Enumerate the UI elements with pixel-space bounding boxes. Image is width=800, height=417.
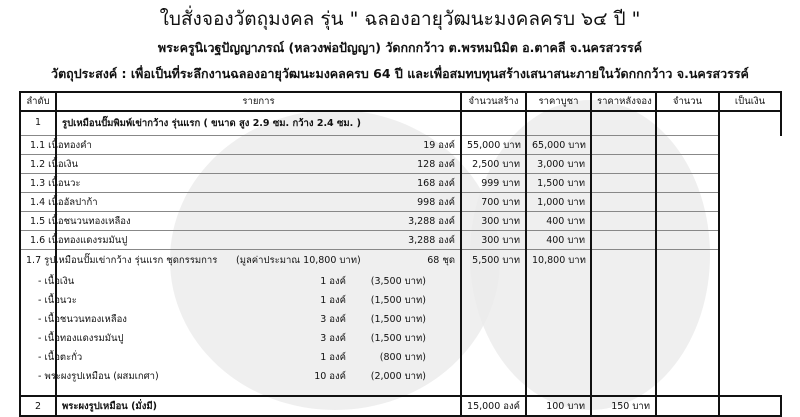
set-value: (มูลค่าประมาณ 10,800 บาท) <box>236 255 361 266</box>
set-part-value: (1,500 บาท) <box>370 314 426 325</box>
amount-cell[interactable] <box>719 396 781 416</box>
price: 300 บาท <box>461 231 526 250</box>
after-price: 400 บาท <box>526 231 591 250</box>
amount-cell[interactable] <box>656 174 719 193</box>
item-number: 1 <box>20 111 56 136</box>
qty: 3,288 องค์ <box>56 212 461 231</box>
order-qty-cell[interactable] <box>591 212 656 231</box>
order-qty-cell[interactable] <box>591 250 656 397</box>
set-part-count: 1 องค์ <box>320 276 346 287</box>
amount-cell[interactable] <box>656 212 719 231</box>
set-part-value: (800 บาท) <box>379 352 426 363</box>
item-title: รูปเหมือนปั๊มพิมพ์เข่ากว้าง รุ่นแรก ( ขนาด สูง 2.9 ซม. กว้าง 2.4 ซม. ) <box>56 111 461 136</box>
item-row <box>20 396 781 416</box>
qty: 128 องค์ <box>56 155 461 174</box>
purpose-line: วัตถุประสงค์ : เพื่อเป็นที่ระลึกงานฉลองอายุวัฒนะมงคลครบ 64 ปี และเพื่อสมทบทุนสร้างเสนาสนะภายในวัดกกกว้าว จ.นครสวรรค์ <box>51 66 749 81</box>
sub-item-name: 1.4 เนื้ออัลปาก้า <box>20 193 56 212</box>
after-price: 3,000 บาท <box>526 155 591 174</box>
order-qty-cell[interactable] <box>591 193 656 212</box>
set-part-count: 3 องค์ <box>320 333 346 344</box>
price: 100 บาท <box>526 396 591 416</box>
qty: 998 องค์ <box>56 193 461 212</box>
set-part-value: (2,000 บาท) <box>370 371 426 382</box>
price: 5,500 บาท <box>461 250 526 397</box>
qty: 15,000 องค์ <box>461 396 526 416</box>
sub-item-row <box>20 212 781 231</box>
price: 300 บาท <box>461 212 526 231</box>
col-header: รายการ <box>56 92 461 111</box>
set-part-count: 1 องค์ <box>320 295 346 306</box>
set-row <box>20 250 781 397</box>
order-table <box>19 91 782 417</box>
order-qty-cell[interactable] <box>591 136 656 155</box>
set-part-name: - เนื้อตะกั่ว <box>38 352 83 363</box>
set-part-name: - เนื้อเงิน <box>38 276 75 287</box>
set-part-name: - เนื้อทองแดงรมมันปู <box>38 333 124 344</box>
set-part-name: - พระผงรูปเหมือน (ผสมเกศา) <box>38 371 159 382</box>
qty: 19 องค์ <box>56 136 461 155</box>
amount-cell[interactable] <box>656 250 719 397</box>
sub-item-name: 1.1 เนื้อทองคำ <box>20 136 56 155</box>
price: 999 บาท <box>461 174 526 193</box>
temple-line: พระครูนิเวฐปัญญาภรณ์ (หลวงพ่อปัญญา) วัดกกกว้าว ต.พรหมนิมิต อ.ตาคลี จ.นครสวรรค์ <box>157 40 643 55</box>
col-header: จำนวนสร้าง <box>461 92 526 111</box>
sub-item-row <box>20 136 781 155</box>
col-header: เป็นเงิน <box>719 92 781 111</box>
sub-item-name: 1.6 เนื้อทองแดงรมมันปู <box>20 231 56 250</box>
sub-item-name: 1.2 เนื้อเงิน <box>20 155 56 174</box>
amount-cell[interactable] <box>656 136 719 155</box>
col-header: ลำดับ <box>20 92 56 111</box>
sub-item-row <box>20 155 781 174</box>
sub-item-name: 1.3 เนื้อนวะ <box>20 174 56 193</box>
after-price: 1,000 บาท <box>526 193 591 212</box>
order-qty-cell[interactable] <box>656 396 719 416</box>
sub-item-row <box>20 231 781 250</box>
amount-cell[interactable] <box>656 193 719 212</box>
after-price: 10,800 บาท <box>526 250 591 397</box>
set-part-count: 10 องค์ <box>314 371 346 382</box>
set-part-value: (3,500 บาท) <box>370 276 426 287</box>
amount-cell[interactable] <box>656 231 719 250</box>
set-part-name: - เนื้อชนวนทองเหลือง <box>38 314 127 325</box>
order-qty-cell[interactable] <box>591 174 656 193</box>
set-name: 1.7 รูปเหมือนปั๊มเข่ากว้าง รุ่นแรก ชุดกรรมการ <box>26 255 218 266</box>
set-part-value: (1,500 บาท) <box>370 333 426 344</box>
table-header <box>20 92 781 111</box>
after-price: 1,500 บาท <box>526 174 591 193</box>
order-qty-cell[interactable] <box>591 155 656 174</box>
item-row <box>20 111 781 136</box>
qty: 3,288 องค์ <box>56 231 461 250</box>
form-title: ใบสั่งจองวัตถุมงคล รุ่น " ฉลองอายุวัฒนะมงคลครบ ๖๔ ปี " <box>159 8 641 30</box>
sub-item-name: 1.5 เนื้อชนวนทองเหลือง <box>20 212 56 231</box>
price: 55,000 บาท <box>461 136 526 155</box>
price: 700 บาท <box>461 193 526 212</box>
amount-cell[interactable] <box>656 155 719 174</box>
sub-item-row <box>20 193 781 212</box>
qty: 68 ชุด <box>56 250 461 397</box>
price: 2,500 บาท <box>461 155 526 174</box>
set-part-count: 1 องค์ <box>320 352 346 363</box>
col-header: ราคาบูชา <box>526 92 591 111</box>
after-price: 400 บาท <box>526 212 591 231</box>
col-header: จำนวน <box>656 92 719 111</box>
set-part-name: - เนื้อนวะ <box>38 295 77 306</box>
after-price: 65,000 บาท <box>526 136 591 155</box>
col-header: ราคาหลังจอง <box>591 92 656 111</box>
set-part-count: 3 องค์ <box>320 314 346 325</box>
item-title: พระผงรูปเหมือน (มั่งมี) <box>56 396 461 416</box>
sub-item-row <box>20 174 781 193</box>
qty: 168 องค์ <box>56 174 461 193</box>
set-part-value: (1,500 บาท) <box>370 295 426 306</box>
item-number: 2 <box>20 396 56 416</box>
order-qty-cell[interactable] <box>591 231 656 250</box>
after-price: 150 บาท <box>591 396 656 416</box>
